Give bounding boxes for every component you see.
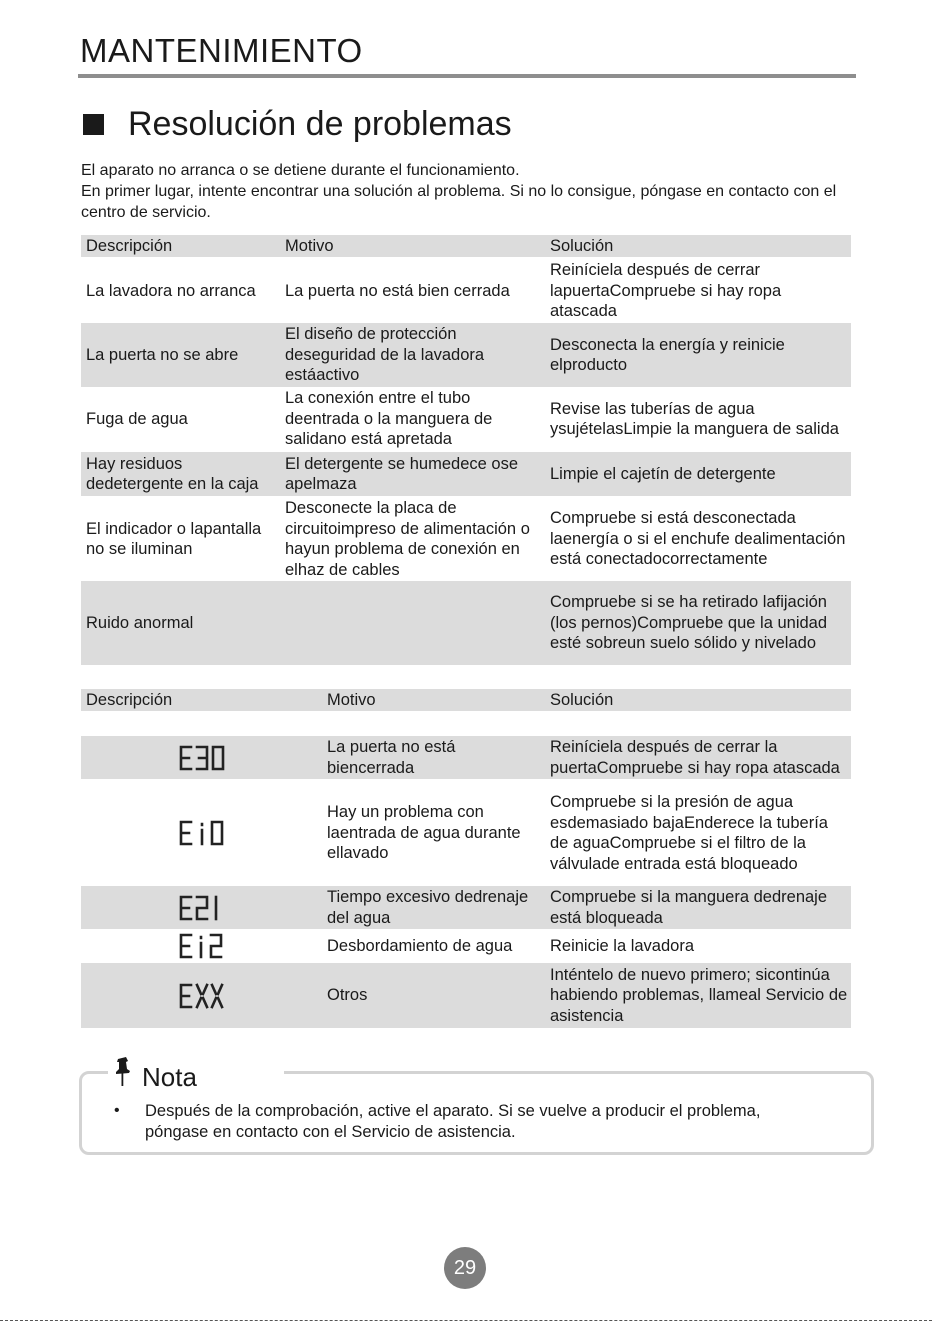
row-solution: Limpie el cajetín de detergente	[550, 464, 776, 483]
row-solution: Compruebe si la presión de agua esdemasiado bajaEnderece la tubería de aguaCompruebe si el filtro de la válvulade entrada está bloqueado	[550, 793, 828, 873]
row-solution: Reiníciela después de cerrar la puertaCompruebe si hay ropa atascada	[550, 738, 840, 777]
row-reason: Otros	[327, 986, 368, 1005]
table-row	[81, 930, 851, 962]
intro-line-2: En primer lugar, intente encontrar una solución al problema. Si no lo consigue, póngase en contacto con el centro de servicio.	[81, 183, 837, 221]
row-solution: Reinicie la lavadora	[550, 936, 694, 955]
header-reason: Motivo	[327, 690, 376, 709]
header-reason: Motivo	[285, 236, 334, 255]
row-solution: Reiníciela después de cerrar lapuertaCompruebe si hay ropa atascada	[550, 261, 782, 321]
e21-code-glyph	[178, 895, 226, 921]
page-bottom-dashed-line	[0, 1320, 932, 1321]
row-reason: El detergente se humedece ose apelmaza	[285, 454, 519, 493]
table-row	[81, 780, 851, 886]
note-bullet: •	[114, 1102, 120, 1119]
note-text: Después de la comprobación, active el aparato. Si se vuelve a producir el problema, póngase en contacto con el Servicio de asistencia.	[145, 1102, 761, 1141]
error-code-display	[81, 780, 322, 886]
error-code-table	[81, 689, 851, 1029]
section-title: Resolución de problemas	[128, 105, 512, 143]
row-reason: La puerta no está bien cerrada	[285, 281, 510, 300]
table-header-row	[81, 689, 851, 711]
error-code-display	[81, 963, 322, 1028]
table-row	[81, 886, 851, 929]
row-description: El indicador o lapantalla no se iluminan	[86, 519, 262, 558]
row-solution: Revise las tuberías de agua ysujételasLimpie la manguera de salida	[550, 399, 839, 438]
e30-code-glyph	[178, 745, 226, 771]
row-description: Hay residuos dedetergente en la caja	[86, 454, 259, 493]
row-reason: Hay un problema con laentrada de agua durante ellavado	[327, 803, 521, 863]
exx-code-glyph	[178, 983, 226, 1009]
row-description: Ruido anormal	[86, 613, 194, 632]
row-reason: La puerta no está biencerrada	[327, 738, 456, 777]
error-code-display	[81, 736, 322, 779]
error-code-display	[81, 930, 322, 962]
row-solution: Compruebe si está desconectada laenergía o si el enchufe dealimentación está conectadocorrectamente	[550, 509, 846, 569]
row-description: Fuga de agua	[86, 409, 188, 428]
table-row	[81, 736, 851, 779]
header-solution: Solución	[550, 690, 614, 709]
table-row	[81, 452, 851, 496]
row-reason: La conexión entre el tubo deentrada o la manguera de salidano está apretada	[285, 389, 493, 449]
row-description: La lavadora no arranca	[86, 281, 256, 300]
pushpin-icon	[112, 1056, 134, 1088]
note-title: Nota	[142, 1062, 197, 1092]
e12-code-glyph	[178, 933, 226, 959]
row-reason: Tiempo excesivo dedrenaje del agua	[327, 888, 529, 927]
header-description: Descripción	[86, 236, 173, 255]
table-row	[81, 963, 851, 1028]
row-solution: Inténtelo de nuevo primero; sicontinúa habiendo problemas, llameal Servicio de asistencia	[550, 965, 848, 1025]
table-row	[81, 387, 851, 451]
error-code-display	[81, 886, 322, 929]
row-reason: Desconecte la placa de circuitoimpreso de alimentación o hayun problema de conexión en elhaz de cables	[285, 499, 530, 579]
row-description: La puerta no se abre	[86, 345, 239, 364]
row-solution: Desconecta la energía y reinicie elproducto	[550, 335, 785, 374]
row-solution: Compruebe si la manguera dedrenaje está bloqueada	[550, 888, 828, 927]
row-solution: Compruebe si se ha retirado lafijación (los pernos)Compruebe que la unidad esté sobreun suelo sólido y nivelado	[550, 593, 828, 653]
page-header-title: MANTENIMIENTO	[80, 32, 363, 69]
intro-line-1: El aparato no arranca o se detiene durante el funcionamiento.	[81, 162, 520, 179]
troubleshooting-table	[81, 235, 851, 666]
table-row	[81, 581, 851, 665]
page-number: 29	[444, 1247, 486, 1289]
table-row	[81, 259, 851, 323]
table-header-row	[81, 235, 851, 257]
row-reason: Desbordamiento de agua	[327, 936, 513, 955]
section-bullet-square	[83, 114, 104, 135]
e10-code-glyph	[178, 820, 226, 846]
table-row	[81, 323, 851, 387]
intro-text	[81, 160, 861, 223]
header-divider	[78, 74, 856, 78]
row-reason: El diseño de protección deseguridad de la lavadora estáactivo	[285, 325, 485, 385]
header-description: Descripción	[86, 690, 173, 709]
table-row	[81, 497, 851, 581]
header-solution: Solución	[550, 236, 614, 255]
